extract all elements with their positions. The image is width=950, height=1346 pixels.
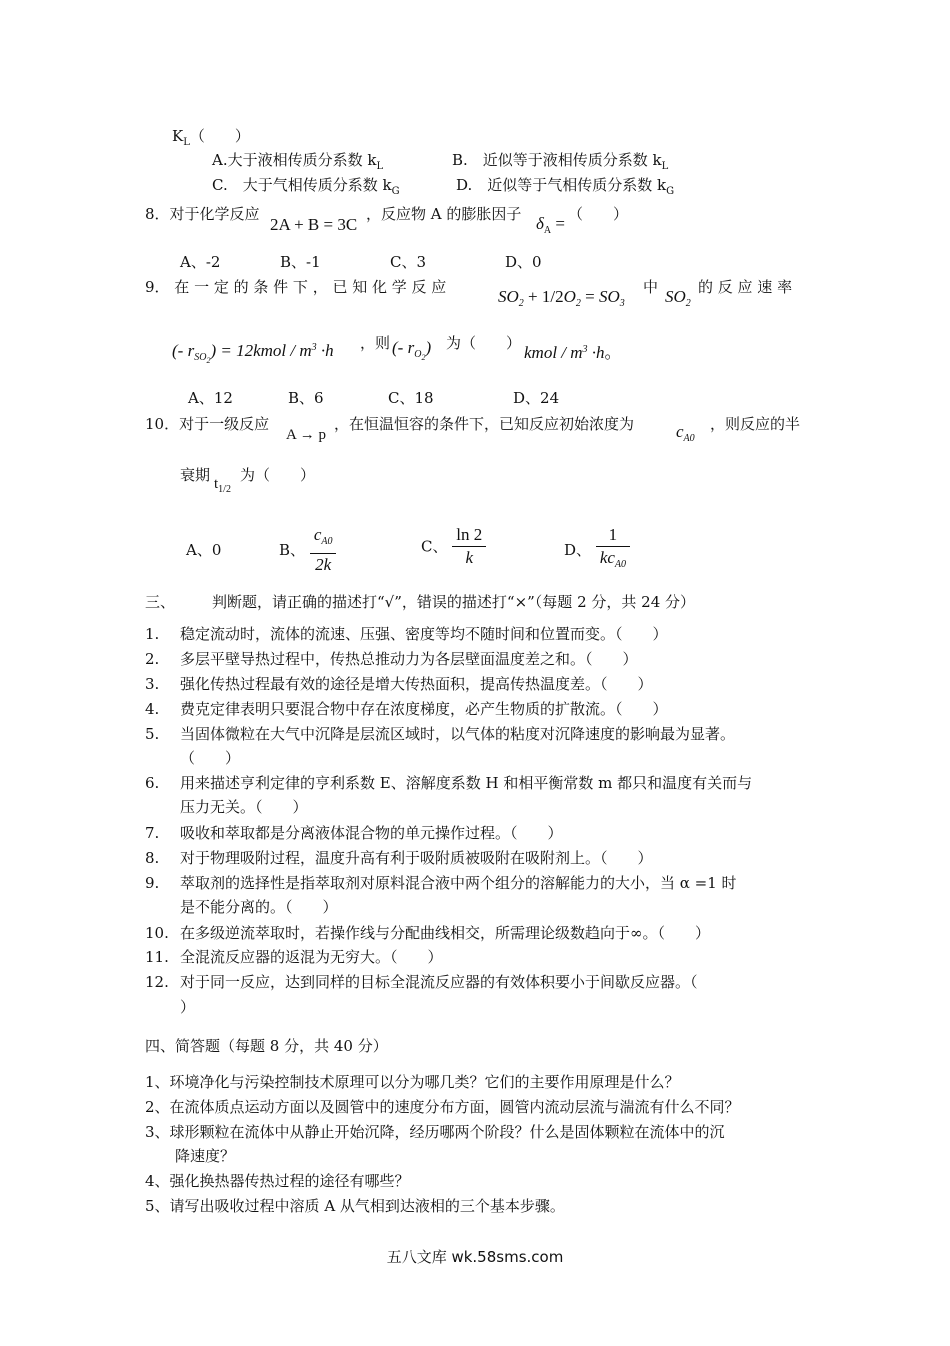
section3-item-num: 5.	[145, 725, 160, 743]
q9-stem-text: 9． 在 一 定 的 条 件 下 ， 已 知 化 学 反 应	[145, 278, 447, 296]
q8-answer-paren: （ ）	[568, 205, 629, 223]
section3-item-text: 当固体微粒在大气中沉降是层流区域时，以气体的粘度对沉降速度的影响最为显著。	[180, 725, 736, 743]
footer-watermark: 五八文库 wk.58sms.com	[386, 1248, 564, 1266]
q10-option-c: C、 $\frac{\ln 2}{k}$	[421, 524, 486, 574]
q8-stem-text: 8．对于化学反应	[145, 205, 260, 223]
q10-option-b: B、 $\frac{c_{A0}}{2k}$	[279, 524, 336, 574]
section4-item: 5、请写出吸收过程中溶质 A 从气相到达液相的三个基本步骤。	[145, 1197, 565, 1215]
q7-option-c: C. 大于气相传质分系数 $k_G$	[212, 176, 400, 197]
section3-item-text-cont: 压力无关。（ ）	[180, 798, 308, 816]
section4-item: 4、强化换热器传热过程的途径有哪些？	[145, 1172, 410, 1190]
q9-option-b: B、6	[288, 389, 324, 407]
q10-reaction: A → p	[286, 427, 327, 443]
section3-item-text-cont: ）	[180, 998, 196, 1016]
q10-option-d: D、 $\frac{1}{kc_{A0}}$	[564, 524, 630, 574]
section3-heading: 判断题，请正确的描述打“√”，错误的描述打“×”（每题 2 分，共 24 分）	[212, 593, 696, 611]
q10-stem-text-3: ，则反应的半	[710, 415, 801, 433]
q9-species: $SO_2$	[665, 287, 691, 309]
section4-item: 2、在流体质点运动方面以及圆管中的速度分布方面，圆管内流动层流与湍流有什么不同？	[145, 1098, 740, 1116]
section3-item-text: 多层平壁导热过程中，传热总推动力为各层壁面温度差之和。（ ）	[180, 650, 638, 668]
section3-item-num: 7.	[145, 824, 160, 842]
section3-item-text: 萃取剂的选择性是指萃取剂对原料混合液中两个组分的溶解能力的大小，当 α =1 时	[180, 874, 737, 892]
section3-item-num: 1.	[145, 625, 160, 643]
q8-delta-symbol: $\delta_A$ =	[536, 214, 565, 236]
q9-option-c: C、18	[388, 389, 434, 407]
section3-item-text-cont: （ ）	[180, 749, 241, 767]
q9-option-d: D、24	[513, 389, 560, 407]
section3-item-num: 12.	[145, 973, 169, 991]
q10-stem-text-2: ，在恒温恒容的条件下，已知反应初始浓度为	[334, 415, 635, 433]
section3-item-text: 费克定律表明只要混合物中存在浓度梯度，必产生物质的扩散流。（ ）	[180, 700, 668, 718]
section3-item-text: 对于同一反应，达到同样的目标全混流反应器的有效体积要小于间歇反应器。（	[180, 973, 698, 991]
section3-item-num: 2.	[145, 650, 160, 668]
section3-item-num: 3.	[145, 675, 160, 693]
q7-option-a: A.大于液相传质分系数 $k_L$	[212, 151, 384, 172]
section3-item-text: 稳定流动时，流体的流速、压强、密度等均不随时间和位置而变。（ ）	[180, 625, 668, 643]
q8-option-d: D、0	[505, 253, 542, 271]
section3-item-num: 6.	[145, 774, 160, 792]
section3-item-text: 强化传热过程最有效的途径是增大传热面积，提高传热温度差。（ ）	[180, 675, 653, 693]
q7-option-d: D. 近似等于气相传质分系数 $k_G$	[456, 176, 675, 197]
section3-item-text: 吸收和萃取都是分离液体混合物的单元操作过程。（ ）	[180, 824, 563, 842]
q9-option-a: A、12	[188, 389, 233, 407]
section3-item-text: 用来描述亨利定律的亨利系数 E、溶解度系数 H 和相平衡常数 m 都只和温度有关而与	[180, 774, 753, 792]
q9-answer-paren: 为（ ）	[446, 334, 522, 352]
section3-item-num: 10.	[145, 924, 169, 942]
section3-item-num: 8.	[145, 849, 160, 867]
q10-stem-text-4: 衰期	[180, 466, 211, 484]
section4-heading: 四、简答题（每题 8 分，共 40 分）	[145, 1037, 388, 1055]
q10-option-b-fraction: $\frac{c_{A0}}{2k}$	[310, 524, 337, 576]
q7-stem: $K_L$（ ）	[172, 127, 250, 148]
q9-text-zhong: 中	[643, 278, 659, 296]
q9-rate-o2: (- $r_{O2}$)	[392, 338, 432, 362]
q10-option-a: A、0	[186, 541, 222, 559]
q9-given-rate: (- $r_{SO2}$) = 12kmol / $m^3 \cdot h$	[172, 341, 334, 365]
q8-option-b: B、-1	[280, 253, 321, 271]
section3-item-text: 在多级逆流萃取时，若操作线与分配曲线相交，所需理论级数趋向于∞。（ ）	[180, 924, 710, 942]
q10-option-d-fraction: $\frac{1}{kc_{A0}}$	[596, 524, 630, 576]
section3-item-num: 9.	[145, 874, 160, 892]
section4-item: 1、环境净化与污染控制技术原理可以分为哪几类？它们的主要作用原理是什么？	[145, 1073, 680, 1091]
q10-half-life: $t_{1/2}$	[214, 476, 231, 495]
q9-text-ze: ，则	[360, 334, 391, 352]
q10-option-c-fraction: $\frac{\ln 2}{k}$	[452, 524, 486, 569]
q9-stem-text-2: 的 反 应 速 率	[698, 278, 793, 296]
section3-item-text-cont: 是不能分离的。（ ）	[180, 898, 338, 916]
q8-equation: 2A + B = 3C	[270, 215, 358, 234]
section4-item: 3、球形颗粒在流体中从静止开始沉降，经历哪两个阶段？什么是固体颗粒在流体中的沉	[145, 1123, 725, 1141]
q8-option-a: A、-2	[180, 253, 221, 271]
q7-option-b: B. 近似等于液相传质分系数 $k_L$	[452, 151, 669, 172]
section3-item-num: 4.	[145, 700, 160, 718]
section4-item-cont: 降速度？	[175, 1147, 236, 1165]
q10-stem-text: 10．对于一级反应	[145, 415, 270, 433]
section3-item-num: 11.	[145, 948, 169, 966]
section3-heading-num: 三、	[145, 593, 176, 611]
q9-unit: kmol / $m^3 \cdot h$。	[524, 343, 622, 362]
q9-reaction: $SO_2 + 1/2O_2 = SO_3$	[498, 287, 625, 309]
q10-answer-paren: 为（ ）	[240, 466, 316, 484]
q10-c0: $c_{A0}$	[676, 422, 695, 444]
q8-option-c: C、3	[390, 253, 427, 271]
q8-stem-text-2: ，反应物 A 的膨胀因子	[366, 205, 522, 223]
section3-item-text: 全混流反应器的返混为无穷大。（ ）	[180, 948, 443, 966]
section3-item-text: 对于物理吸附过程，温度升高有利于吸附质被吸附在吸附剂上。（ ）	[180, 849, 653, 867]
